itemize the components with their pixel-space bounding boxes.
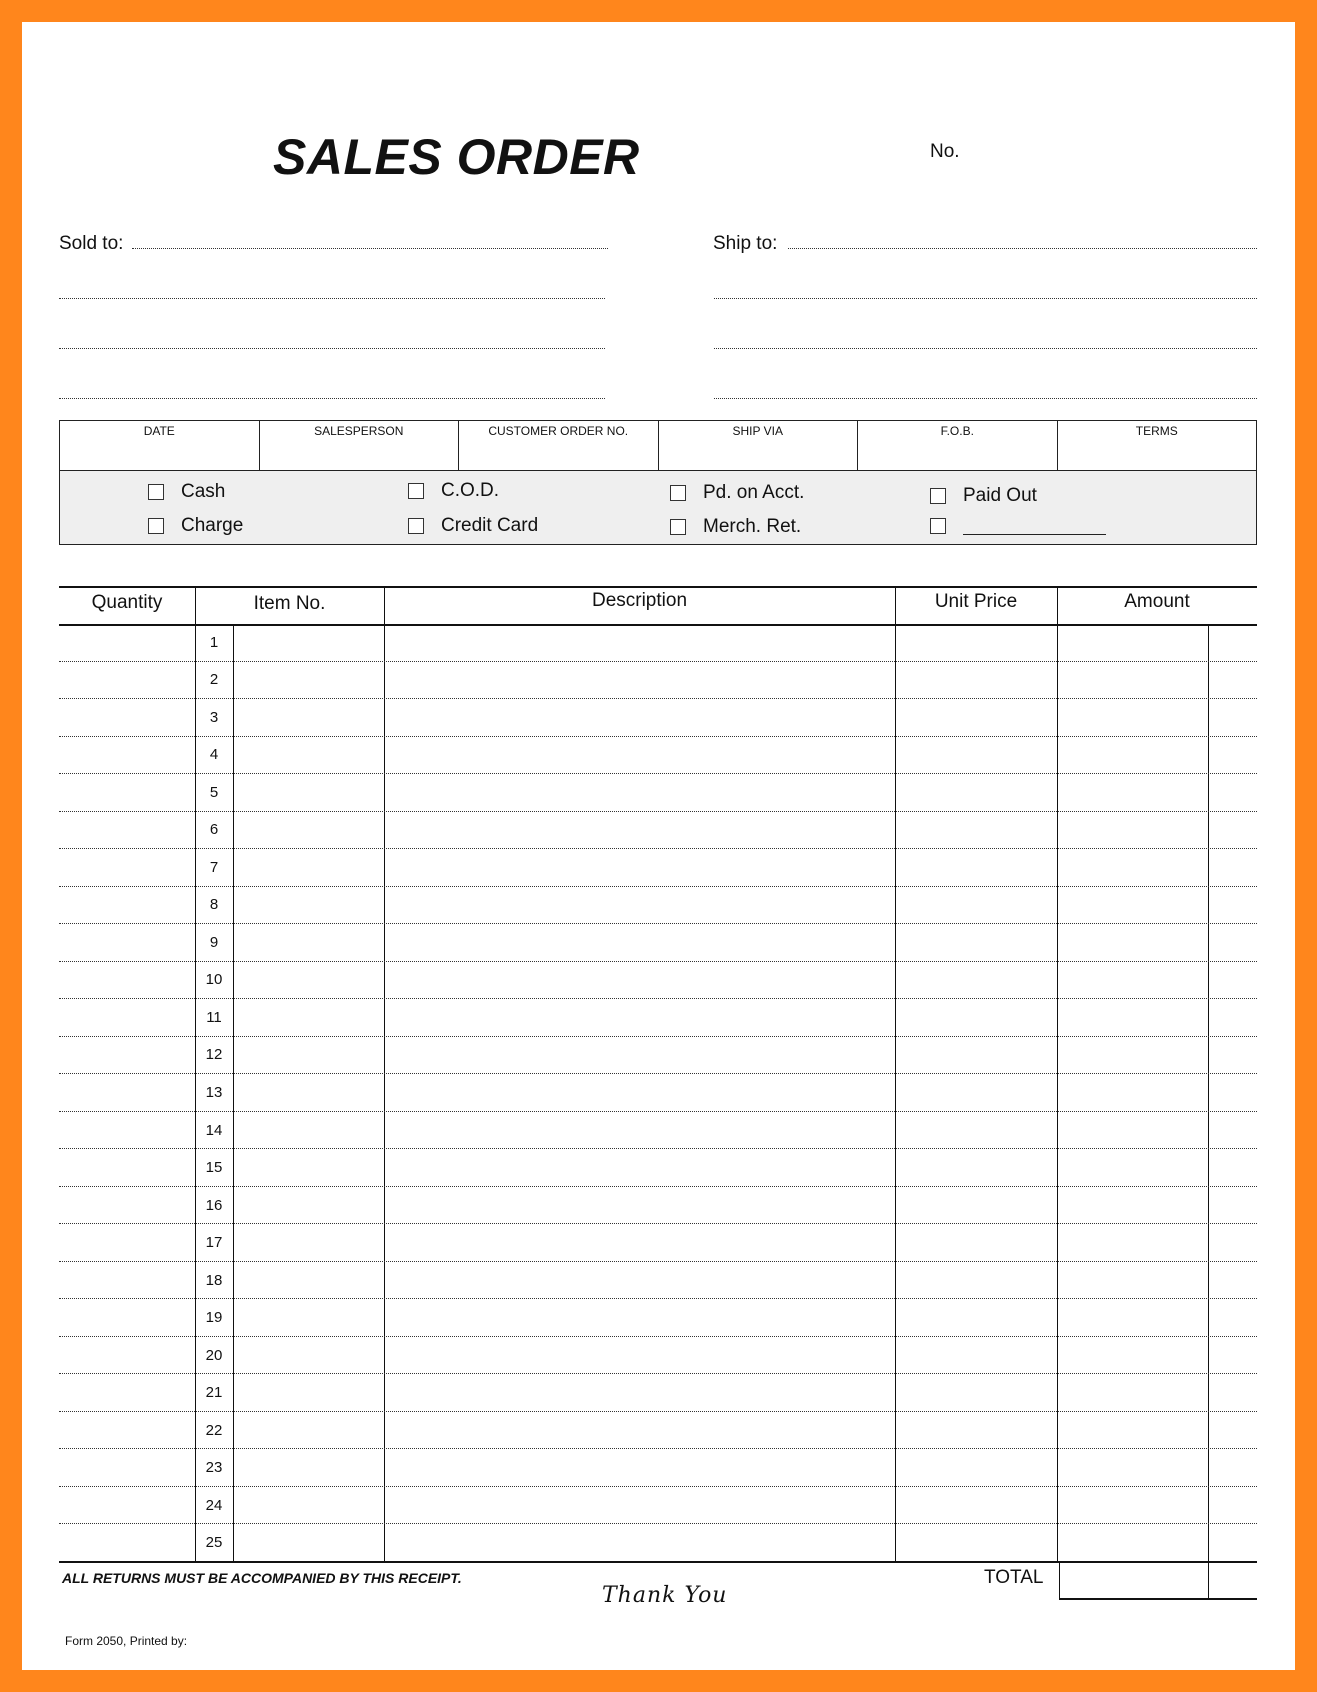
customer-order-no-field[interactable]: CUSTOMER ORDER NO. — [459, 421, 659, 470]
sold-to-line-2[interactable] — [59, 298, 605, 299]
ship-via-field[interactable]: SHIP VIA — [659, 421, 859, 470]
table-row[interactable] — [59, 812, 1257, 850]
fob-field[interactable]: F.O.B. — [858, 421, 1058, 470]
ship-to-label: Ship to: — [713, 233, 778, 254]
table-row[interactable] — [59, 1412, 1257, 1450]
row-number: 7 — [209, 858, 219, 876]
payment-credit-card[interactable]: Credit Card — [408, 515, 538, 537]
credit-card-checkbox[interactable] — [408, 518, 424, 534]
table-row[interactable] — [59, 662, 1257, 700]
row-number: 18 — [205, 1271, 223, 1289]
table-row[interactable] — [59, 624, 1257, 662]
row-number: 14 — [205, 1121, 223, 1139]
payment-cash[interactable]: Cash — [148, 481, 225, 503]
sold-to-line-1[interactable] — [132, 248, 608, 249]
table-row[interactable] — [59, 1074, 1257, 1112]
table-row[interactable] — [59, 1374, 1257, 1412]
payment-charge[interactable]: Charge — [148, 515, 243, 537]
table-row[interactable] — [59, 1037, 1257, 1075]
table-row[interactable] — [59, 1449, 1257, 1487]
sold-to-line-4[interactable] — [59, 398, 605, 399]
merch-ret-checkbox[interactable] — [670, 519, 686, 535]
ship-to-line-2[interactable] — [714, 298, 1257, 299]
amount-header: Amount — [1124, 591, 1190, 612]
row-number: 10 — [205, 971, 223, 989]
cash-checkbox[interactable] — [148, 484, 164, 500]
row-number: 5 — [209, 783, 219, 801]
row-number: 1 — [209, 633, 219, 651]
row-number: 19 — [205, 1309, 223, 1327]
form-title: SALES ORDER — [273, 129, 640, 185]
thank-you-text: Thank You — [602, 1583, 728, 1608]
other-checkbox[interactable] — [930, 518, 946, 534]
total-amount-field[interactable] — [1059, 1562, 1257, 1600]
row-number: 21 — [205, 1384, 223, 1402]
unit-price-header: Unit Price — [934, 591, 1018, 612]
payment-cod[interactable]: C.O.D. — [408, 480, 499, 502]
table-row[interactable] — [59, 924, 1257, 962]
row-number: 4 — [209, 746, 219, 764]
table-row[interactable] — [59, 962, 1257, 1000]
ship-to-line-1[interactable] — [788, 248, 1257, 249]
paid-out-checkbox[interactable] — [930, 488, 946, 504]
row-number: 17 — [205, 1234, 223, 1252]
date-field[interactable]: DATE — [60, 421, 260, 470]
row-number: 11 — [206, 1008, 222, 1026]
cod-checkbox[interactable] — [408, 483, 424, 499]
charge-checkbox[interactable] — [148, 518, 164, 534]
table-row[interactable] — [59, 1337, 1257, 1375]
salesperson-field[interactable]: SALESPERSON — [260, 421, 460, 470]
row-number: 24 — [205, 1496, 223, 1514]
row-number: 12 — [205, 1046, 223, 1064]
table-row[interactable] — [59, 1187, 1257, 1225]
order-info-headers — [60, 421, 1256, 471]
table-row[interactable] — [59, 887, 1257, 925]
row-number: 13 — [205, 1083, 223, 1101]
other-blank-line[interactable] — [963, 516, 1106, 535]
table-row[interactable] — [59, 737, 1257, 775]
row-number: 6 — [209, 821, 219, 839]
table-row[interactable] — [59, 1487, 1257, 1525]
row-number: 3 — [209, 708, 219, 726]
table-row[interactable] — [59, 1112, 1257, 1150]
table-row[interactable] — [59, 699, 1257, 737]
row-number: 8 — [209, 896, 219, 914]
table-row[interactable] — [59, 1524, 1257, 1562]
payment-options — [60, 471, 1256, 544]
terms-field[interactable]: TERMS — [1135, 424, 1178, 438]
row-number: 22 — [205, 1421, 223, 1439]
total-label: TOTAL — [984, 1567, 1044, 1588]
quantity-header: Quantity — [91, 592, 163, 613]
ship-to-line-4[interactable] — [714, 398, 1257, 399]
payment-paid-out[interactable]: Paid Out — [930, 485, 1037, 507]
table-row[interactable] — [59, 1299, 1257, 1337]
sold-to-label: Sold to: — [59, 233, 124, 254]
row-number: 9 — [209, 933, 219, 951]
sales-order-form — [22, 22, 1295, 1670]
order-info-box — [59, 420, 1257, 545]
returns-note: ALL RETURNS MUST BE ACCOMPANIED BY THIS RECEIPT. — [62, 1570, 462, 1586]
table-row[interactable] — [59, 1224, 1257, 1262]
description-header: Description — [591, 590, 688, 611]
line-items-table — [59, 586, 1257, 1562]
order-number-label: No. — [930, 141, 960, 162]
table-top-rule — [59, 586, 1257, 588]
table-row[interactable] — [59, 999, 1257, 1037]
payment-merch-ret[interactable]: Merch. Ret. — [670, 516, 801, 538]
table-row[interactable] — [59, 849, 1257, 887]
row-number: 2 — [209, 671, 219, 689]
table-row[interactable] — [59, 1149, 1257, 1187]
row-number: 23 — [205, 1459, 223, 1477]
pd-on-acct-checkbox[interactable] — [670, 485, 686, 501]
payment-pd-on-acct[interactable]: Pd. on Acct. — [670, 482, 804, 504]
ship-to-line-3[interactable] — [714, 348, 1257, 349]
payment-other[interactable] — [930, 516, 1106, 535]
table-row[interactable] — [59, 1262, 1257, 1300]
table-row[interactable] — [59, 774, 1257, 812]
row-number: 16 — [205, 1196, 223, 1214]
sold-to-line-3[interactable] — [59, 348, 605, 349]
row-number: 20 — [205, 1346, 223, 1364]
form-number: Form 2050, Printed by: — [65, 1634, 188, 1648]
item-no-header: Item No. — [253, 593, 326, 614]
row-number: 25 — [205, 1534, 223, 1552]
total-cents-divider — [1208, 1562, 1209, 1600]
row-number: 15 — [205, 1159, 223, 1177]
